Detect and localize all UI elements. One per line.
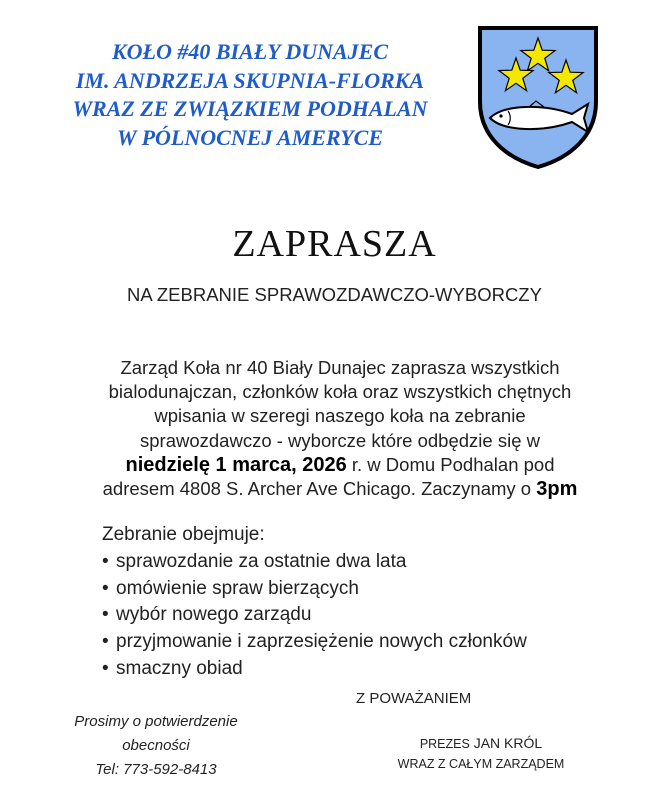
president-line [356, 733, 606, 754]
president-name: JAN KRÓL [469, 735, 543, 751]
bullet-icon: • [102, 550, 109, 572]
agenda-item: smaczny obiad [116, 657, 243, 679]
closing-greeting: Z POWAŻANIEM [356, 690, 472, 707]
meeting-time: 3pm [536, 478, 578, 501]
header-line: KOŁO #40 BIAŁY DUNAJEC [111, 39, 389, 64]
list-item [102, 629, 527, 656]
header-line: WRAZ ZE ZWIĄZKIEM PODHALAN [72, 96, 428, 121]
list-item [102, 576, 527, 603]
header-line: W PÓLNOCNEJ AMERYCE [116, 124, 384, 150]
list-item [102, 549, 527, 576]
invitation-line: sprawozdawczo - wyborcze które odbędzie się w [140, 429, 540, 451]
invitation-line: Zarząd Koła nr 40 Biały Dunajec zaprasza wszystkich [120, 357, 560, 378]
president-label: PREZES [419, 737, 470, 751]
rsvp-line: obecności [122, 737, 190, 754]
bullet-icon: • [102, 604, 109, 626]
agenda-item: wybór nowego zarządu [116, 604, 312, 626]
subtitle: NA ZEBRANIE SPRAWOZDAWCZO-WYBORCZY [127, 284, 542, 305]
invitation-line-rest: r. w Domu Podhalan pod [346, 453, 555, 475]
invitation-line: wpisania w szeregi naszego koła na zebranie [154, 405, 526, 427]
agenda-list [102, 522, 527, 683]
invitation-line [60, 477, 620, 501]
list-item [102, 656, 527, 683]
phone-number: Tel: 773-592-8413 [95, 761, 217, 778]
invitation-line: bialodunajczan, członków koła oraz wszystkich chętnych [108, 381, 572, 403]
agenda-item: omówienie spraw bierzących [116, 577, 359, 599]
coat-of-arms-icon [474, 24, 602, 170]
agenda-item: przyjmowanie i zaprzesiężenie nowych członków [116, 631, 527, 653]
invitation-line [60, 453, 620, 477]
bullet-icon: • [102, 577, 109, 599]
meeting-date: niedzielę 1 marca, 2026 [125, 453, 347, 476]
agenda-heading: Zebranie obejmuje: [102, 524, 265, 545]
signature-block [356, 733, 606, 774]
page-title: ZAPRASZA [232, 223, 437, 265]
bullet-icon: • [102, 631, 109, 653]
agenda-item: sprawozdanie za ostatnie dwa lata [116, 550, 407, 572]
bullet-icon: • [102, 657, 109, 679]
address-text: adresem 4808 S. Archer Ave Chicago. Zaczynamy o [102, 478, 537, 500]
rsvp-note [36, 710, 276, 782]
board-line: WRAZ Z CAŁYM ZARZĄDEM [397, 757, 565, 771]
organization-header [40, 38, 460, 152]
header-line: IM. ANDRZEJA SKUPNIA-FLORKA [75, 67, 425, 93]
rsvp-line: Prosimy o potwierdzenie [74, 713, 238, 730]
invitation-text [60, 356, 620, 501]
list-item [102, 602, 527, 629]
